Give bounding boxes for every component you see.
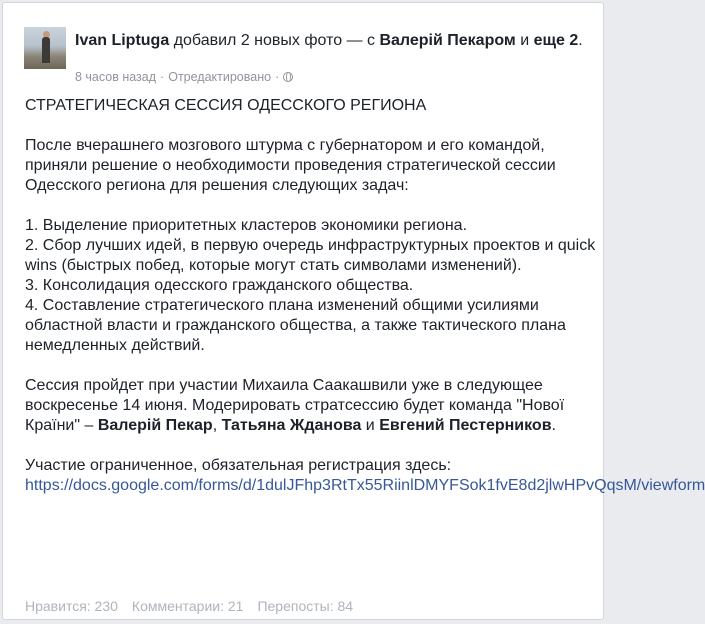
post-header bbox=[75, 30, 585, 51]
post-meta bbox=[75, 70, 293, 84]
author-avatar[interactable] bbox=[24, 27, 66, 69]
comments-count[interactable]: Комментарии: 21 bbox=[131, 598, 244, 614]
post-action: добавил 2 новых фото — с bbox=[173, 32, 376, 49]
post-stats bbox=[25, 598, 353, 614]
tagged-person[interactable]: Валерій Пекаром bbox=[379, 32, 516, 49]
shares-count[interactable]: Перепосты: 84 bbox=[257, 598, 354, 614]
author-name[interactable]: Ivan Liptuga bbox=[75, 32, 170, 49]
task-item: 4. Составление стратегического плана изменений общими усилиями областной власти и гражданского общества, а также тактического плана немедленных действий. bbox=[25, 297, 566, 354]
meta-separator: · bbox=[160, 70, 165, 84]
registration-paragraph bbox=[25, 456, 705, 496]
session-period: . bbox=[551, 417, 556, 434]
post-intro: После вчерашнего мозгового штурма с губернатором и его командой, приняли решение о необходимости проведения стратегической сессии Одесского региона для решения следующих задач: bbox=[25, 137, 556, 194]
tagged-others[interactable]: еще 2 bbox=[533, 32, 579, 49]
registration-text: Участие ограниченное, обязательная регистрация здесь: bbox=[25, 457, 452, 474]
session-text: Сессия пройдет при участии Михаила Саакашвили уже в следующее воскресенье 14 июня. Модерировать стратсессию будет команда "Нової Країни" – bbox=[25, 377, 565, 434]
post-timestamp[interactable]: 8 часов назад bbox=[75, 70, 157, 84]
registration-link[interactable]: https://docs.google.com/forms/d/1dulJFhp3RtTx55RiinlDMYFSok1fvE8d2jlwHPvQqsM/viewform bbox=[25, 477, 705, 494]
likes-count[interactable]: Нравится: 230 bbox=[25, 598, 118, 614]
post-title: СТРАТЕГИЧЕСКАЯ СЕССИЯ ОДЕССКОГО РЕГИОНА bbox=[25, 97, 427, 114]
header-period: . bbox=[578, 32, 583, 49]
moderator-pesternikov[interactable]: Евгений Пестерников bbox=[379, 417, 552, 434]
post-card bbox=[2, 2, 705, 620]
meta-separator-2: · bbox=[275, 70, 280, 84]
avatar-figure bbox=[42, 37, 50, 63]
comma: , bbox=[212, 417, 222, 434]
task-item: 1. Выделение приоритетных кластеров экономики региона. bbox=[25, 217, 468, 234]
and-word-2: и bbox=[361, 417, 380, 434]
and-word: и bbox=[520, 32, 530, 49]
post-body bbox=[25, 96, 705, 516]
task-list bbox=[25, 216, 597, 356]
globe-icon[interactable] bbox=[283, 72, 293, 82]
task-item: 3. Консолидация одесского гражданского общества. bbox=[25, 277, 414, 294]
moderator-pekar[interactable]: Валерій Пекар bbox=[97, 417, 213, 434]
moderator-zhdanova[interactable]: Татьяна Жданова bbox=[221, 417, 362, 434]
task-item: 2. Сбор лучших идей, в первую очередь инфраструктурных проектов и quick wins (быстрых побед, которые могут стать символами изменений). bbox=[25, 237, 596, 274]
edited-label[interactable]: Отредактировано bbox=[168, 70, 272, 84]
session-paragraph bbox=[25, 376, 597, 436]
